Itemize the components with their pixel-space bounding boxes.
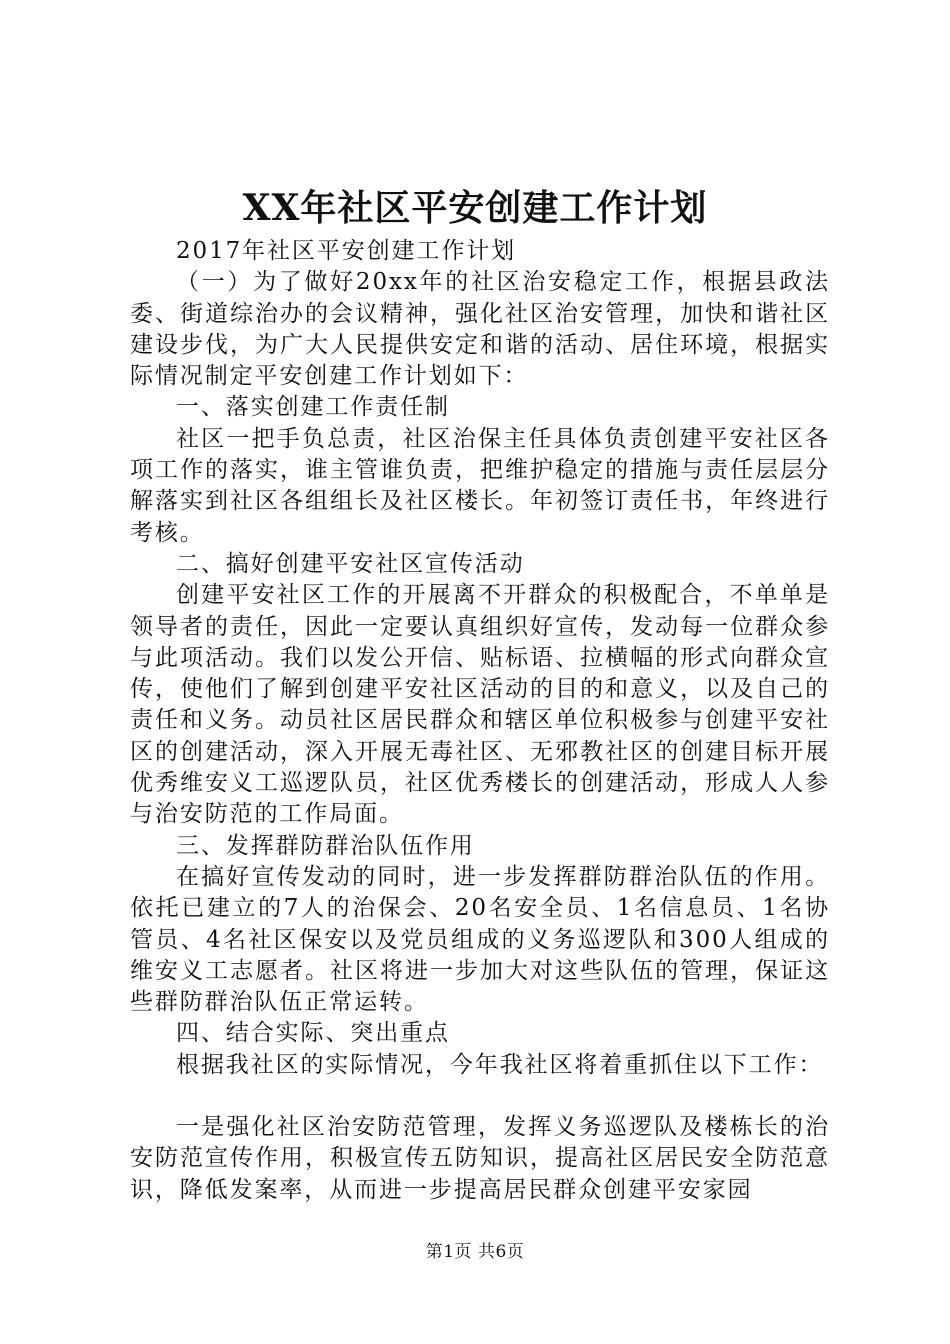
section-3-paragraph: 在搞好宣传发动的同时，进一步发挥群防群治队伍的作用。依托已建立的7人的治保会、20名安全员、1名信息员、1名协管员、4名社区保安以及党员组成的义务巡逻队和300人组成的维安义工志愿者。社区将进一步加大对这些队伍的管理，保证这些群防群治队伍正常运转。 <box>130 863 830 1016</box>
page-footer: 第1页 共6页 <box>425 1242 525 1262</box>
section-heading-2: 二、搞好创建平安社区宣传活动 <box>176 550 525 577</box>
document-subtitle: 2017年社区平安创建工作计划 <box>176 238 517 264</box>
section-heading-4: 四、结合实际、突出重点 <box>176 1020 450 1047</box>
section-heading-1: 一、落实创建工作责任制 <box>176 394 450 421</box>
section-heading-3: 三、发挥群防群治队伍作用 <box>176 832 475 859</box>
section-2-paragraph: 创建平安社区工作的开展离不开群众的积极配合，不单单是领导者的责任，因此一定要认真组织好宣传，发动每一位群众参与此项活动。我们以发公开信、贴标语、拉横幅的形式向群众宣传，使他们了解到创建平安社区活动的目的和意义，以及自己的责任和义务。动员社区居民群众和辖区单位积极参与创建平安社区的创建活动，深入开展无毒社区、无邪教社区的创建目标开展优秀维安义工巡逻队员，社区优秀楼长的创建活动，形成人人参与治安防范的工作局面。 <box>130 582 830 828</box>
section-4-paragraph: 根据我社区的实际情况，今年我社区将着重抓住以下工作： <box>176 1051 824 1078</box>
document-title: XX年社区平安创建工作计划 <box>242 187 708 229</box>
document-body <box>130 236 830 1206</box>
intro-paragraph: （一）为了做好20xx年的社区治安稳定工作，根据县政法委、街道综治办的会议精神，强化社区治安管理，加快和谐社区建设步伐，为广大人民提供安定和谐的活动、居住环境，根据实际情况制定平安创建工作计划如下： <box>130 269 830 390</box>
section-1-paragraph: 社区一把手负总责，社区治保主任具体负责创建平安社区各项工作的落实，谁主管谁负责，把维护稳定的措施与责任层层分解落实到社区各组组长及社区楼长。年初签订责任书，年终进行考核。 <box>130 425 830 546</box>
section-4-item-1-paragraph: 一是强化社区治安防范管理，发挥义务巡逻队及楼栋长的治安防范宣传作用，积极宣传五防知识，提高社区居民安全防范意识，降低发案率，从而进一步提高居民群众创建平安家园 <box>130 1114 830 1203</box>
